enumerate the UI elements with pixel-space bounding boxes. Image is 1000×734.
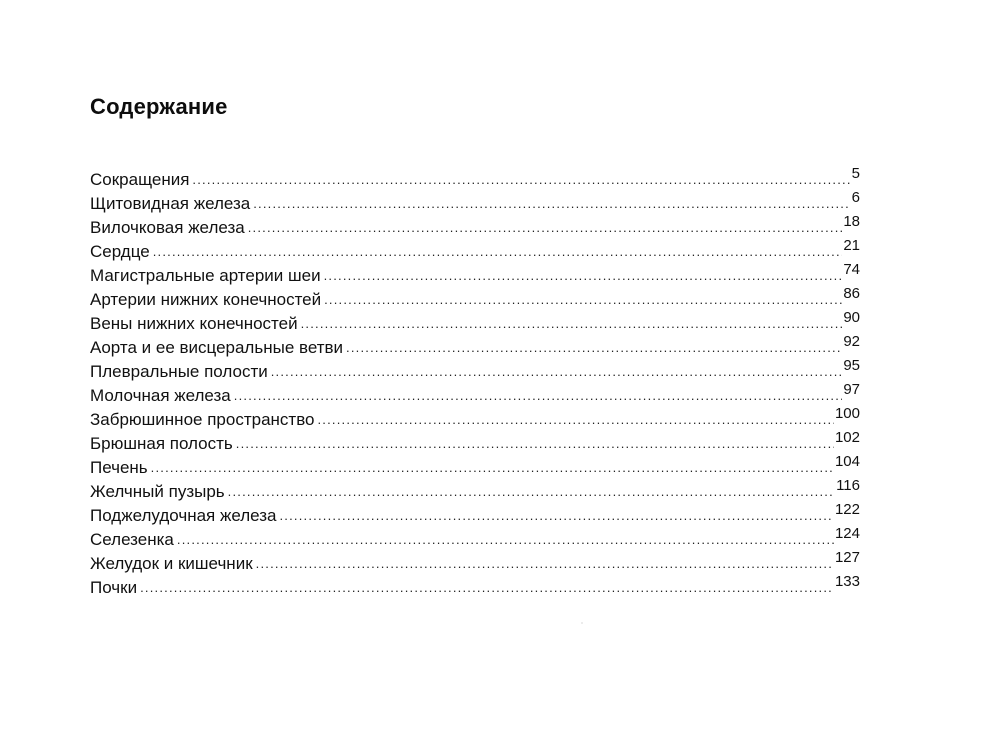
toc-entry-page-number: 133	[834, 573, 860, 590]
toc-entry	[90, 238, 860, 262]
toc-dot-leader	[346, 341, 842, 355]
toc-dot-leader	[279, 509, 833, 523]
toc-entry	[90, 502, 860, 526]
toc-entry	[90, 478, 860, 502]
toc-entry-label: Аорта и ее висцеральные ветви	[90, 338, 344, 357]
toc-entry	[90, 382, 860, 406]
toc-entry-label: Молочная железа	[90, 386, 231, 405]
toc-dot-leader	[253, 197, 850, 211]
toc-dot-leader	[324, 293, 842, 307]
table-of-contents	[90, 166, 860, 598]
scan-speck	[581, 622, 583, 624]
toc-entry	[90, 286, 860, 310]
toc-entry-label: Плевральные полости	[90, 362, 268, 381]
toc-entry-label: Поджелудочная железа	[90, 506, 277, 525]
toc-dot-leader	[301, 317, 843, 331]
toc-dot-leader	[140, 581, 834, 595]
toc-dot-leader	[234, 389, 843, 403]
toc-dot-leader	[318, 413, 834, 427]
toc-entry-page-number: 116	[836, 477, 860, 494]
toc-dot-leader	[256, 557, 834, 571]
toc-entry-label: Магистральные артерии шеи	[90, 266, 321, 285]
toc-entry	[90, 358, 860, 382]
toc-dot-leader	[324, 269, 843, 283]
toc-entry-page-number: 90	[843, 309, 860, 326]
toc-entry	[90, 190, 860, 214]
toc-entry-page-number: 6	[851, 189, 860, 206]
toc-dot-leader	[228, 485, 835, 499]
toc-entry	[90, 454, 860, 478]
toc-entry-page-number: 122	[834, 501, 860, 518]
toc-entry-page-number: 95	[843, 357, 860, 374]
toc-dot-leader	[192, 173, 850, 187]
toc-entry-label: Артерии нижних конечностей	[90, 290, 322, 309]
toc-entry-label: Печень	[90, 458, 148, 477]
toc-entry-label: Сердце	[90, 242, 150, 261]
toc-dot-leader	[153, 245, 843, 259]
toc-entry	[90, 334, 860, 358]
toc-entry-label: Щитовидная железа	[90, 194, 251, 213]
toc-entry-page-number: 5	[851, 165, 860, 182]
toc-entry-label: Почки	[90, 578, 138, 597]
toc-entry-page-number: 127	[834, 549, 860, 566]
toc-entry-label: Вены нижних конечностей	[90, 314, 298, 333]
toc-entry-page-number: 100	[834, 405, 860, 422]
page-title: Содержание	[90, 94, 228, 119]
toc-entry	[90, 406, 860, 430]
toc-entry-page-number: 104	[834, 453, 860, 470]
toc-entry-page-number: 97	[843, 381, 860, 398]
toc-entry-page-number: 92	[843, 333, 860, 350]
toc-entry-page-number: 124	[834, 525, 860, 542]
toc-entry	[90, 214, 860, 238]
toc-entry	[90, 574, 860, 598]
toc-entry	[90, 550, 860, 574]
toc-entry-label: Желчный пузырь	[90, 482, 225, 501]
toc-entry-page-number: 74	[843, 261, 860, 278]
toc-entry-label: Забрюшинное пространство	[90, 410, 315, 429]
toc-entry-label: Селезенка	[90, 530, 174, 549]
toc-entry-label: Сокращения	[90, 170, 190, 189]
toc-dot-leader	[177, 533, 834, 547]
toc-entry	[90, 166, 860, 190]
toc-entry	[90, 430, 860, 454]
toc-entry-page-number: 18	[843, 213, 860, 230]
toc-entry-label: Вилочковая железа	[90, 218, 245, 237]
toc-entry	[90, 526, 860, 550]
toc-dot-leader	[271, 365, 843, 379]
toc-entry	[90, 262, 860, 286]
toc-entry-page-number: 102	[834, 429, 860, 446]
toc-dot-leader	[236, 437, 834, 451]
toc-dot-leader	[248, 221, 843, 235]
toc-entry-label: Желудок и кишечник	[90, 554, 253, 573]
toc-entry-page-number: 21	[843, 237, 860, 254]
toc-entry-page-number: 86	[843, 285, 860, 302]
toc-dot-leader	[151, 461, 834, 475]
toc-entry	[90, 310, 860, 334]
toc-entry-label: Брюшная полость	[90, 434, 233, 453]
